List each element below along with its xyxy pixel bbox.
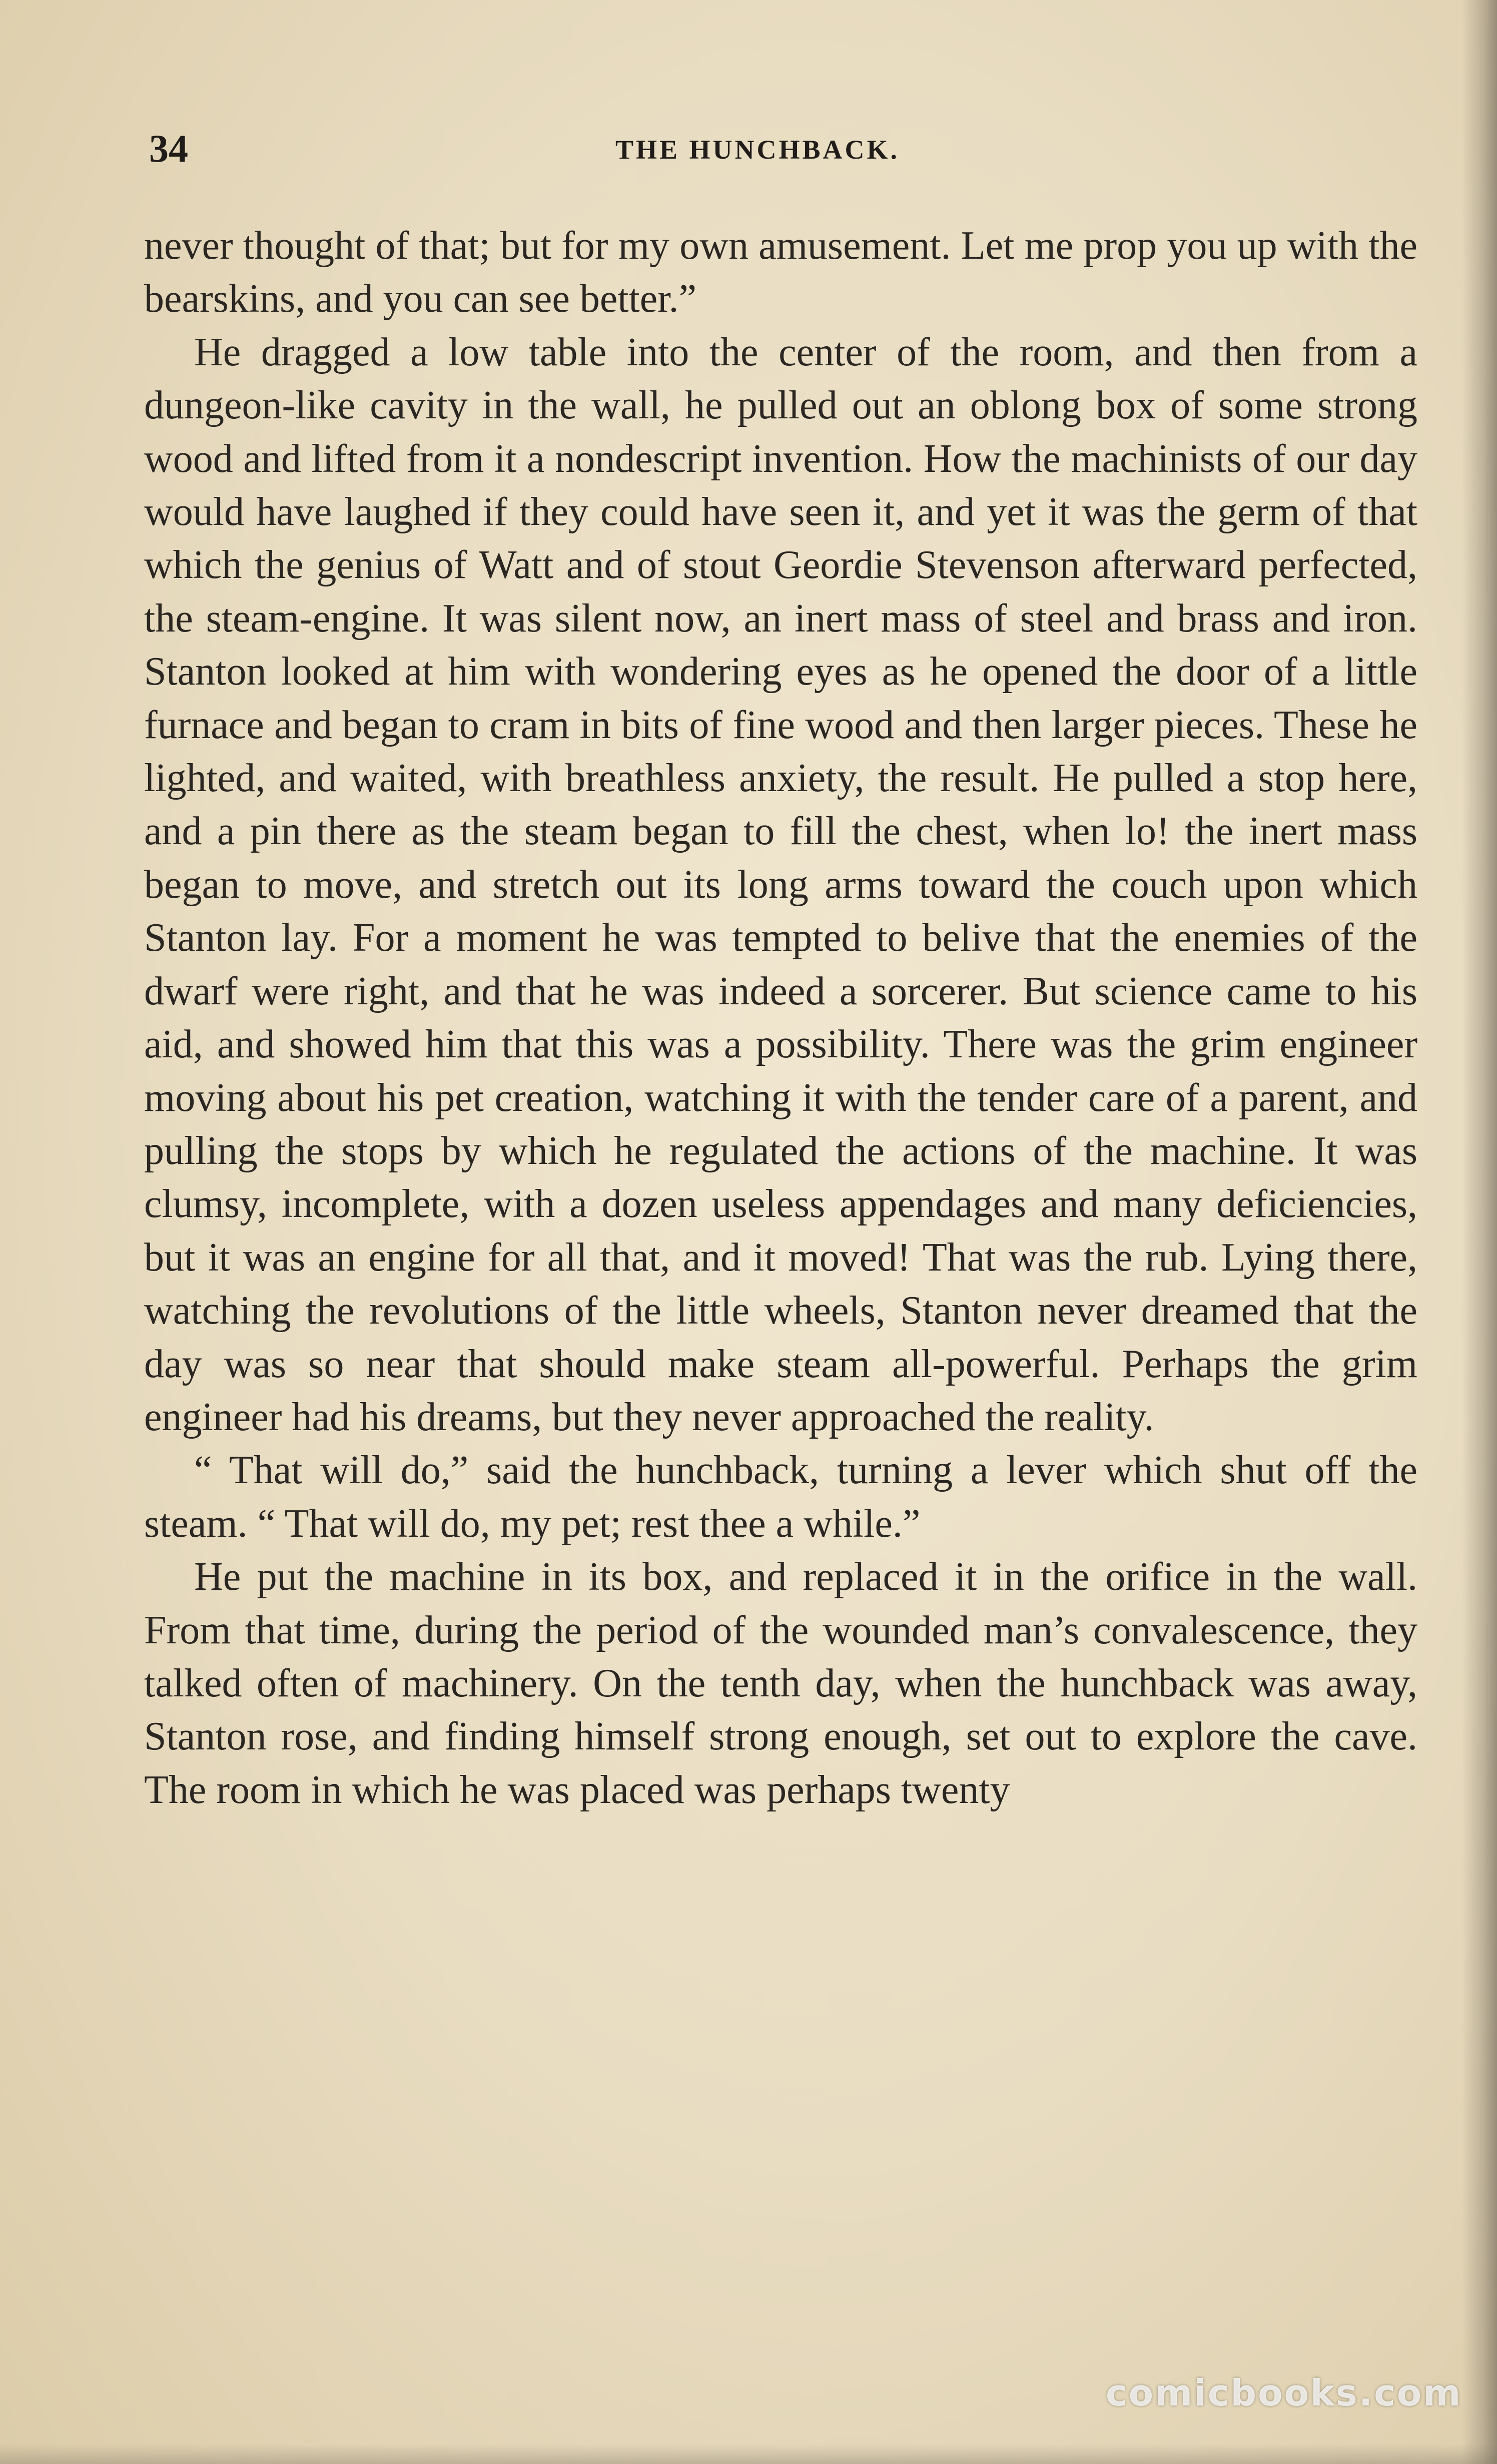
running-head: THE HUNCHBACK. [615, 135, 900, 165]
page-bottom-shadow [0, 2444, 1497, 2464]
body-text [144, 219, 1417, 1816]
page-edge-shadow [1462, 0, 1497, 2464]
site-watermark: comicbooks.com [1106, 2372, 1462, 2414]
paragraph-dialogue: “ That will do,” said the hunchback, turning a lever which shut off the steam. “ That will do, my pet; rest thee a while.” [144, 1448, 1417, 1546]
paragraph-cave: He put the machine in its box, and replaced it in the orifice in the wall. From that time, during the period of the wounded man’s convalescence, they talked often of machinery. On the tenth day, when the hunchback was away, Stanton rose, and finding himself strong enough, set out to explore the cave. The room in which he was placed was perhaps twenty [144, 1555, 1417, 1812]
page-number: 34 [149, 127, 188, 170]
paragraph-continuation: never thought of that; but for my own amusement. Let me prop you up with the bearskins, and you can see better.” [144, 224, 1417, 321]
paragraph-steam-engine: He dragged a low table into the center of the room, and then from a dungeon-like cavity in the wall, he pulled out an oblong box of some strong wood and lifted from it a nondescript invention. How the machinists of our day would have laughed if they could have seen it, and yet it was the germ of that which the genius of Watt and of stout Geordie Stevenson afterward perfected, the steam-engine. It was silent now, an inert mass of steel and brass and iron. Stanton looked at him with wondering eyes as he opened the door of a little furnace and began to cram in bits of fine wood and then larger pieces. These he lighted, and waited, with breathless anxiety, the result. He pulled a stop here, and a pin there as the steam began to fill the chest, when lo! the inert mass began to move, and stretch out its long arms toward the couch upon which Stanton lay. For a moment he was tempted to belive that the enemies of the dwarf were right, and that he was indeed a sorcerer. But science came to his aid, and showed him that this was a possibility. There was the grim engineer moving about his pet creation, watching it with the tender care of a parent, and pulling the stops by which he regulated the actions of the machine. It was clumsy, incomplete, with a dozen useless appendages and many deficiencies, but it was an engine for all that, and it moved! That was the rub. Lying there, watching the revolutions of the little wheels, Stanton never dreamed that the day was so near that should make steam all-powerful. Perhaps the grim engineer had his dreams, but they never approached the reality. [144, 330, 1417, 1439]
